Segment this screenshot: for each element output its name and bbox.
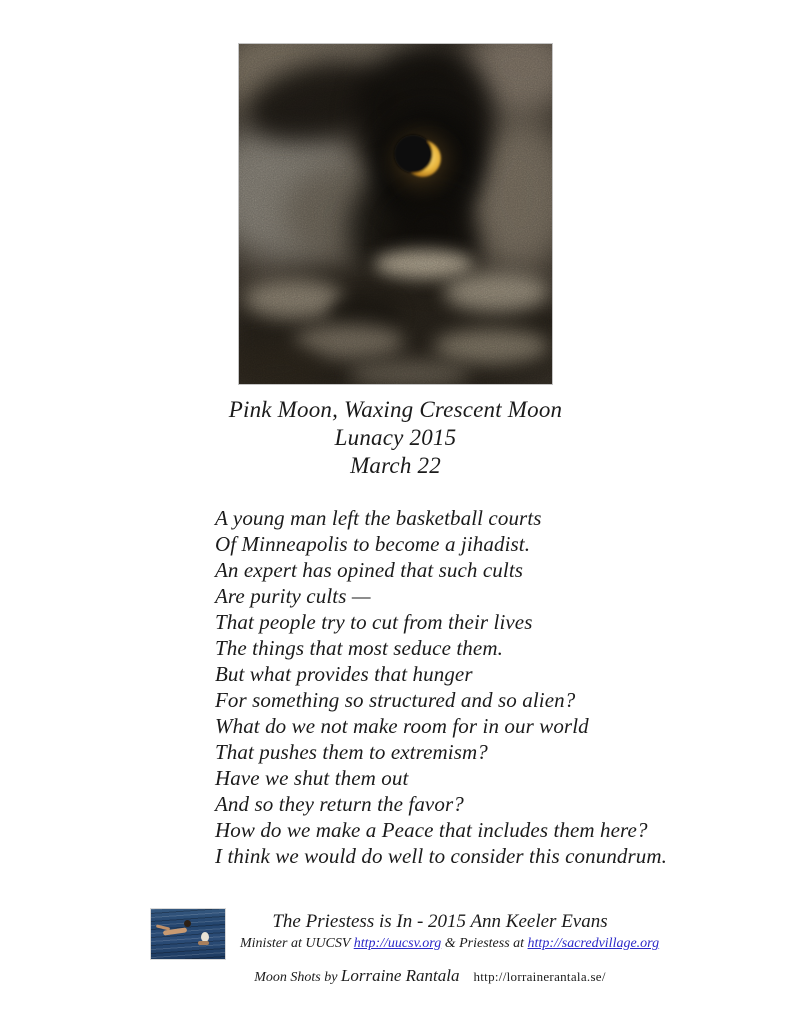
floating-person-head [184, 920, 191, 927]
poem-line: That pushes them to extremism? [215, 740, 488, 764]
crescent-moon [375, 114, 467, 206]
poem [215, 505, 667, 869]
footer-credits [240, 910, 660, 953]
poem-line: What do we not make room for in our world [215, 714, 589, 738]
uucsv-link[interactable]: http://uucsv.org [353, 936, 442, 951]
water-ripples [151, 909, 225, 959]
poem-line: But what provides that hunger [215, 662, 473, 686]
poem-line: A young man left the basketball courts [215, 506, 542, 530]
poem-line: And so they return the favor? [215, 792, 464, 816]
poem-line: An expert has opined that such cults [215, 558, 524, 582]
poem-line: Of Minneapolis to become a jihadist. [215, 532, 531, 556]
poem-line: That people try to cut from their lives [215, 610, 533, 634]
poem-line: Have we shut them out [215, 766, 409, 790]
poem-series: Lunacy 2015 [334, 425, 457, 450]
swimmers-photo [150, 908, 226, 960]
poem-line: Are purity cults — [215, 584, 371, 608]
photo-credit-line [150, 966, 710, 986]
poem-line: How do we make a Peace that includes them here? [215, 818, 648, 842]
poem-date: March 22 [350, 453, 441, 478]
byline-middle: & Priestess at [441, 936, 528, 951]
poem-line: I think we would do well to consider this conundrum. [215, 844, 668, 868]
credit-prefix: Moon Shots by [254, 970, 341, 985]
photographer-url: http://lorrainerantala.se/ [473, 969, 606, 984]
blonde-swimmer-shoulder [198, 941, 209, 945]
title-block [0, 396, 791, 480]
poem-title: Pink Moon, Waxing Crescent Moon [228, 397, 563, 422]
sacredvillage-link[interactable]: http://sacredvillage.org [527, 936, 660, 951]
footer-byline [240, 934, 660, 953]
poem-line: For something so structured and so alien? [215, 688, 576, 712]
poem-line: The things that most seduce them. [215, 636, 503, 660]
photographer-name: Lorraine Rantala [340, 966, 460, 985]
byline-prefix: Minister at UUCSV [240, 936, 354, 951]
moon-photo [238, 43, 553, 385]
footer-title: The Priestess is In - 2015 Ann Keeler Evans [272, 911, 608, 932]
film-grain-texture [239, 44, 552, 384]
